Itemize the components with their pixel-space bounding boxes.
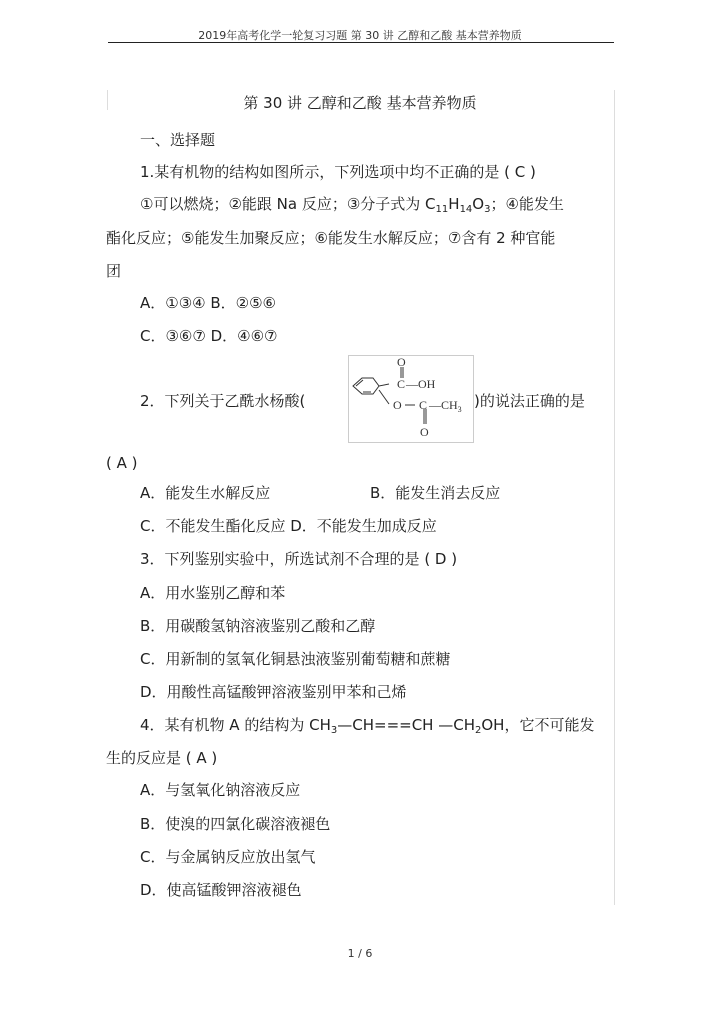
q2-stem-left: 2．下列关于乙酰水杨酸( [140, 392, 306, 410]
methyl-sub: 3 [457, 405, 462, 414]
acetylsalicylic-acid-structure [348, 355, 474, 443]
q2-option-a: A．能发生水解反应 [140, 484, 271, 502]
carbonyl-o-top: O [397, 356, 406, 369]
q2-option-b: B．能发生消去反应 [370, 484, 501, 502]
q1-line2: 酯化反应；⑤能发生加聚反应；⑥能发生水解反应；⑦含有 2 种官能 [106, 229, 556, 247]
q1-stem: 1.某有机物的结构如图所示，下列选项中均不正确的是 ( C ) [140, 163, 536, 181]
q4-stem-part: OH，它不可能发 [481, 716, 595, 734]
q4-stem-part: 4．某有机物 A 的结构为 CH [140, 716, 331, 734]
formula-h: H [448, 195, 460, 213]
q1-line1-end: ；④能发生 [490, 195, 564, 213]
header-rule [108, 42, 614, 43]
carboxyl-c: C [397, 377, 406, 391]
section-heading: 一、选择题 [140, 131, 216, 149]
q2-options-cd: C．不能发生酯化反应 D．不能发生加成反应 [140, 517, 437, 535]
formula-sub: 11 [435, 204, 449, 215]
right-margin-line [614, 90, 615, 905]
q4-stem [140, 715, 594, 741]
page-title: 第 30 讲 乙醇和乙酸 基本营养物质 [243, 94, 477, 112]
formula-o: O [472, 195, 485, 213]
formula-sub: 2 [474, 725, 482, 736]
q4-option-a: A．与氢氧化钠溶液反应 [140, 781, 301, 799]
q3-option-c: C．用新制的氢氧化铜悬浊液鉴别葡萄糖和蔗糖 [140, 650, 451, 668]
q4-option-d: D．使高锰酸钾溶液褪色 [140, 881, 302, 899]
ester-o: O [393, 398, 402, 412]
q1-line3: 团 [106, 262, 122, 280]
structure-diagram [349, 356, 473, 442]
q2-stem-right: )的说法正确的是 [474, 392, 585, 410]
q3-option-a: A．用水鉴别乙醇和苯 [140, 584, 286, 602]
q4-option-c: C．与金属钠反应放出氢气 [140, 848, 316, 866]
hydroxyl-group: —OH [406, 377, 436, 391]
q3-stem: 3．下列鉴别实验中，所选试剂不合理的是 ( D ) [140, 550, 458, 568]
q1-options-cd: C．③⑥⑦ D．④⑥⑦ [140, 327, 278, 345]
q1-line1-text: ①可以燃烧；②能跟 Na 反应；③分子式为 C [140, 195, 436, 213]
methyl-ch: —CH [429, 398, 458, 412]
q1-options-ab: A．①③④ B．②⑤⑥ [140, 294, 277, 312]
formula-sub: 3 [330, 725, 338, 736]
ester-c: C [419, 398, 428, 412]
formula-sub: 3 [484, 204, 491, 215]
running-header: 2019年高考化学一轮复习习题 第 30 讲 乙醇和乙酸 基本营养物质 [198, 29, 522, 42]
methyl-group [428, 398, 462, 414]
q3-option-d: D．用酸性高锰酸钾溶液鉴别甲苯和己烯 [140, 683, 407, 701]
q4-option-b: B．使溴的四氯化碳溶液褪色 [140, 815, 331, 833]
q1-line1 [140, 194, 564, 220]
carbonyl-o-bottom: O [420, 425, 429, 439]
q3-option-b: B．用碳酸氢钠溶液鉴别乙酸和乙醇 [140, 617, 376, 635]
q4-line2: 生的反应是 ( A ) [106, 749, 218, 767]
q4-stem-part: —CH===CH —CH [337, 716, 475, 734]
q2-answer: ( A ) [106, 454, 138, 472]
page-number: 1 / 6 [347, 947, 373, 960]
formula-sub: 14 [459, 204, 473, 215]
